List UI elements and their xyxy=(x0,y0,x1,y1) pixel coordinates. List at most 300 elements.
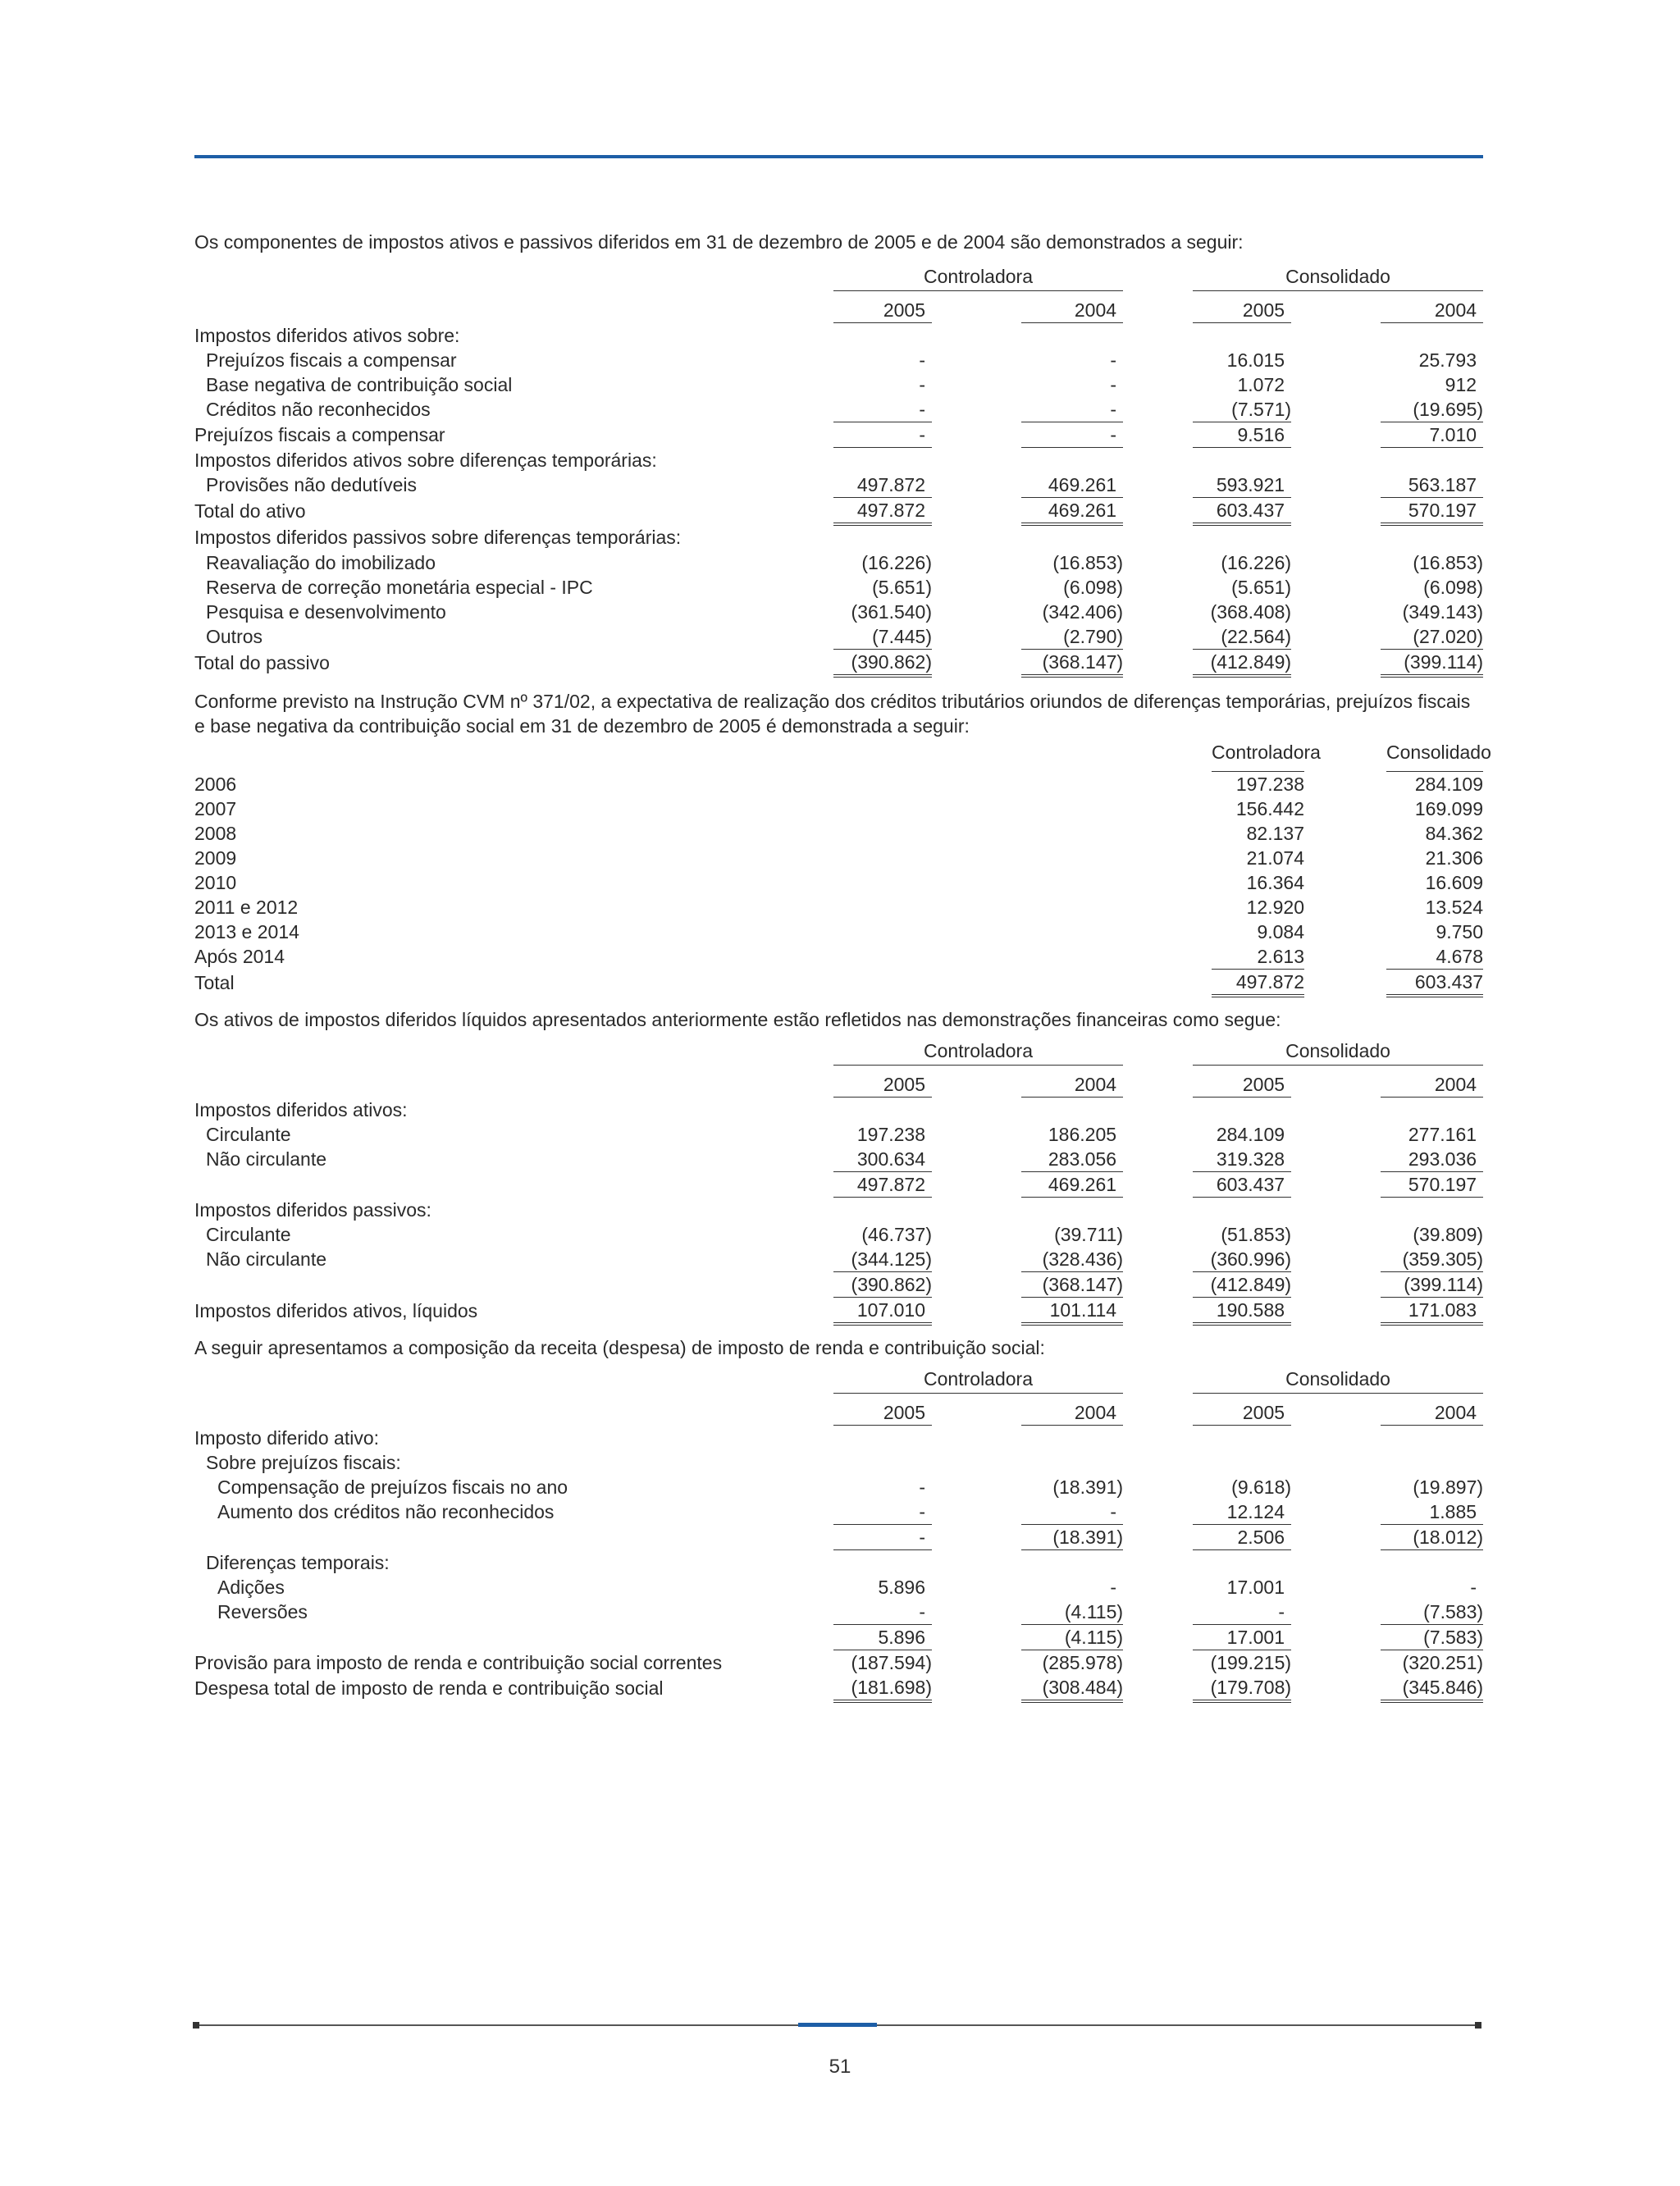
row-label: Reavaliação do imobilizado xyxy=(206,552,436,573)
column-gap xyxy=(1123,498,1193,525)
table-row xyxy=(194,846,1483,870)
value-cell xyxy=(1193,1098,1291,1123)
table-row xyxy=(194,1575,1483,1600)
value-cell: 1.885 xyxy=(1381,1499,1483,1525)
column-gap xyxy=(1304,920,1386,944)
row-label: Diferenças temporais: xyxy=(206,1551,390,1573)
value-cell: (18.391) xyxy=(1052,1476,1124,1498)
row-label: Imposto diferido ativo: xyxy=(194,1426,380,1449)
row-label: 2011 e 2012 xyxy=(194,897,299,918)
column-gap xyxy=(1123,1172,1193,1198)
column-gap xyxy=(1123,1147,1193,1172)
value-cell: (19.695) xyxy=(1381,397,1483,422)
year-header: 2004 xyxy=(1381,1394,1483,1426)
value-cell: - xyxy=(1110,374,1117,395)
column-gap xyxy=(1291,1426,1381,1451)
table-row xyxy=(194,1650,1483,1676)
value-cell: (412.849) xyxy=(1193,650,1291,677)
column-gap xyxy=(932,1600,1021,1625)
intro-paragraph-4: A seguir apresentamos a composição da receita (despesa) de imposto de renda e contribuição social: xyxy=(194,1337,1045,1358)
row-label: 2009 xyxy=(194,847,237,869)
value-cell: 293.036 xyxy=(1381,1147,1483,1172)
value-cell: 284.109 xyxy=(1216,1124,1285,1145)
intro-paragraph-2: Conforme previsto na Instrução CVM nº 371/02, a expectativa de realização dos créditos tributários oriundos de diferenças temporárias, prejuízos fiscais e base negativa da contribuição social em 31 de dezembro de 2005 é demonstrada a seguir: xyxy=(194,691,1471,737)
value-cell: (39.711) xyxy=(1054,1224,1124,1245)
table-row xyxy=(194,575,1483,600)
value-cell xyxy=(1021,1098,1123,1123)
value-cell: 171.083 xyxy=(1381,1298,1483,1325)
value-cell xyxy=(1193,524,1291,550)
value-cell: 186.205 xyxy=(1048,1124,1117,1145)
column-gap xyxy=(932,448,1021,473)
value-cell: - xyxy=(1021,1499,1123,1525)
value-cell: 277.161 xyxy=(1408,1124,1477,1145)
value-cell: (9.618) xyxy=(1231,1476,1292,1498)
footer-accent-bar xyxy=(798,2023,877,2027)
header-consolidado: Consolidado xyxy=(1386,740,1483,772)
column-gap xyxy=(932,1198,1021,1223)
column-gap xyxy=(932,498,1021,525)
column-gap xyxy=(1291,1600,1381,1625)
value-cell: 17.001 xyxy=(1226,1577,1285,1598)
value-cell: 12.124 xyxy=(1193,1499,1291,1525)
value-cell xyxy=(1381,448,1483,473)
value-cell: - xyxy=(919,349,925,371)
value-cell: (187.594) xyxy=(851,1652,932,1673)
value-cell: (16.853) xyxy=(1052,552,1124,573)
header-rule xyxy=(194,155,1483,158)
row-label: Outros xyxy=(206,626,263,648)
column-gap xyxy=(1291,472,1381,498)
value-cell: 469.261 xyxy=(1021,1172,1123,1198)
row-label: Créditos não reconhecidos xyxy=(206,399,431,421)
column-gap xyxy=(1291,600,1381,624)
column-gap xyxy=(1291,397,1381,422)
column-gap xyxy=(932,650,1021,677)
table-row xyxy=(194,472,1483,498)
year-header-row xyxy=(194,291,1483,323)
value-cell: 912 xyxy=(1445,374,1477,395)
row-label: Prejuízos fiscais a compensar xyxy=(206,349,457,371)
year-header: 2005 xyxy=(1193,1066,1291,1098)
value-cell: (2.790) xyxy=(1021,624,1123,650)
header-controladora: Controladora xyxy=(1212,740,1304,772)
value-cell: (16.226) xyxy=(861,552,932,573)
value-cell: 156.442 xyxy=(1235,798,1304,819)
row-label: Base negativa de contribuição social xyxy=(206,374,513,395)
value-cell: (360.996) xyxy=(1193,1247,1291,1272)
value-cell: (328.436) xyxy=(1021,1247,1123,1272)
value-cell: - xyxy=(919,1476,925,1498)
column-gap xyxy=(1291,650,1381,677)
column-gap xyxy=(1304,944,1386,970)
row-label: Circulante xyxy=(206,1224,291,1245)
table-row xyxy=(194,323,1483,349)
value-cell: 107.010 xyxy=(833,1298,932,1325)
value-cell: - xyxy=(1110,1577,1117,1598)
column-gap xyxy=(1291,1675,1381,1701)
value-cell: 319.328 xyxy=(1193,1147,1291,1172)
column-gap xyxy=(1123,524,1193,550)
value-cell: 2.506 xyxy=(1193,1525,1291,1550)
column-gap xyxy=(1123,1272,1193,1298)
column-gap xyxy=(1291,448,1381,473)
column-gap xyxy=(1291,1098,1381,1123)
table-row xyxy=(194,870,1483,895)
value-cell: - xyxy=(1470,1577,1477,1598)
value-cell: 497.872 xyxy=(833,472,932,498)
value-cell: 9.084 xyxy=(1257,921,1304,942)
column-gap xyxy=(932,1575,1021,1600)
value-cell: 7.010 xyxy=(1381,422,1483,448)
column-gap xyxy=(1123,372,1193,397)
value-cell: - xyxy=(1021,422,1123,448)
tax-expense-table xyxy=(194,1365,1483,1703)
column-gap xyxy=(932,1650,1021,1676)
value-cell: 2.613 xyxy=(1212,944,1304,970)
value-cell: (46.737) xyxy=(861,1224,932,1245)
row-label: Compensação de prejuízos fiscais no ano xyxy=(217,1476,568,1498)
value-cell: 190.588 xyxy=(1193,1298,1291,1325)
value-cell: 16.609 xyxy=(1425,872,1483,893)
row-label: Impostos diferidos ativos sobre: xyxy=(194,324,460,346)
column-gap xyxy=(1291,1550,1381,1576)
column-gap xyxy=(932,397,1021,422)
column-gap xyxy=(1123,1499,1193,1525)
column-gap xyxy=(1123,1625,1193,1650)
value-cell: (390.862) xyxy=(833,650,932,677)
realization-table xyxy=(194,740,1491,997)
value-cell: (39.809) xyxy=(1413,1224,1484,1245)
table-row xyxy=(194,348,1483,372)
column-gap xyxy=(1304,895,1386,920)
value-cell: (16.853) xyxy=(1413,552,1484,573)
row-label: 2006 xyxy=(194,773,237,795)
row-label: Total do passivo xyxy=(194,651,330,673)
row-label: Provisões não dedutíveis xyxy=(206,474,417,496)
table-row xyxy=(194,1198,1483,1223)
value-cell: (16.226) xyxy=(1221,552,1292,573)
value-cell: 21.074 xyxy=(1246,847,1304,869)
column-gap xyxy=(1123,1675,1193,1701)
table-row xyxy=(194,1222,1483,1247)
column-gap xyxy=(1291,1222,1381,1247)
value-cell: (349.143) xyxy=(1402,601,1484,623)
value-cell: (345.846) xyxy=(1381,1675,1483,1701)
value-cell: 16.015 xyxy=(1226,349,1285,371)
value-cell: 570.197 xyxy=(1381,498,1483,525)
column-gap xyxy=(932,1550,1021,1576)
row-label: Sobre prejuízos fiscais: xyxy=(206,1452,401,1473)
value-cell: (18.012) xyxy=(1381,1525,1483,1550)
value-cell: - xyxy=(833,1600,932,1625)
column-gap xyxy=(932,1122,1021,1147)
year-header-row xyxy=(194,1394,1483,1426)
footer-square-left xyxy=(193,2022,199,2029)
column-gap xyxy=(1291,1499,1381,1525)
value-cell: 300.634 xyxy=(833,1147,932,1172)
table-row xyxy=(194,600,1483,624)
group-header-controladora: Controladora xyxy=(833,1037,1123,1066)
value-cell xyxy=(1381,1098,1483,1123)
year-header: 2004 xyxy=(1381,1066,1483,1098)
row-label: Não circulante xyxy=(206,1248,327,1271)
column-gap xyxy=(1123,472,1193,498)
header-gap xyxy=(1123,1066,1193,1098)
value-cell: (181.698) xyxy=(833,1675,932,1701)
value-cell xyxy=(1021,1550,1123,1576)
header-gap xyxy=(1123,291,1193,323)
row-label: Total do ativo xyxy=(194,500,306,522)
value-cell xyxy=(1021,323,1123,349)
value-cell: 101.114 xyxy=(1021,1298,1123,1325)
row-label xyxy=(194,1272,833,1298)
value-cell: (368.147) xyxy=(1021,1272,1123,1298)
value-cell: (5.651) xyxy=(872,577,932,598)
group-header-consolidado: Consolidado xyxy=(1193,1037,1483,1066)
deferred-taxes-table xyxy=(194,262,1483,678)
value-cell: - xyxy=(919,374,925,395)
table-row xyxy=(194,1450,1483,1475)
column-gap xyxy=(1291,498,1381,525)
column-gap xyxy=(1291,348,1381,372)
column-gap xyxy=(1123,1575,1193,1600)
value-cell: 603.437 xyxy=(1193,498,1291,525)
column-gap xyxy=(932,1450,1021,1475)
header-spacer xyxy=(194,1037,833,1066)
column-gap xyxy=(1304,970,1386,997)
value-cell xyxy=(1193,448,1291,473)
row-label: Circulante xyxy=(206,1124,291,1145)
column-gap xyxy=(1123,1600,1193,1625)
header-gap xyxy=(1123,1037,1193,1066)
group-header-controladora: Controladora xyxy=(833,1365,1123,1394)
value-cell: (6.098) xyxy=(1423,577,1484,598)
column-gap xyxy=(932,575,1021,600)
year-header: 2004 xyxy=(1381,291,1483,323)
value-cell: 5.896 xyxy=(878,1577,925,1598)
header-gap xyxy=(1123,1394,1193,1426)
column-gap xyxy=(1123,1450,1193,1475)
value-cell: (7.445) xyxy=(833,624,932,650)
column-gap xyxy=(1123,448,1193,473)
value-cell xyxy=(1193,1198,1291,1223)
column-gap xyxy=(932,1525,1021,1550)
column-gap xyxy=(1304,821,1386,846)
value-cell: - xyxy=(833,422,932,448)
column-gap xyxy=(932,1222,1021,1247)
value-cell xyxy=(833,1550,932,1576)
column-gap xyxy=(932,1098,1021,1123)
header-gap xyxy=(932,291,1021,323)
year-header: 2005 xyxy=(833,1066,932,1098)
value-cell xyxy=(833,323,932,349)
value-cell xyxy=(1381,524,1483,550)
value-cell: 82.137 xyxy=(1246,823,1304,844)
table-row xyxy=(194,372,1483,397)
value-cell xyxy=(1381,1426,1483,1451)
column-gap xyxy=(932,422,1021,448)
table-row xyxy=(194,1098,1483,1123)
row-label: Impostos diferidos ativos, líquidos xyxy=(194,1299,478,1321)
column-gap xyxy=(932,1247,1021,1272)
value-cell: 593.921 xyxy=(1193,472,1291,498)
value-cell: (399.114) xyxy=(1381,650,1483,677)
value-cell xyxy=(1193,1450,1291,1475)
value-cell: - xyxy=(833,397,932,422)
value-cell: 603.437 xyxy=(1193,1172,1291,1198)
page-content xyxy=(194,230,1491,1703)
value-cell: (359.305) xyxy=(1381,1247,1483,1272)
column-gap xyxy=(1123,1222,1193,1247)
column-gap xyxy=(1291,550,1381,575)
column-gap xyxy=(932,348,1021,372)
footer-square-right xyxy=(1475,2022,1481,2029)
row-label: Reversões xyxy=(217,1601,308,1623)
value-cell: - xyxy=(1110,349,1117,371)
column-gap xyxy=(1291,524,1381,550)
column-gap xyxy=(1291,1147,1381,1172)
value-cell xyxy=(833,1450,932,1475)
table-row xyxy=(194,498,1483,525)
column-gap xyxy=(1291,575,1381,600)
table-row xyxy=(194,1172,1483,1198)
value-cell xyxy=(1381,1198,1483,1223)
value-cell: (6.098) xyxy=(1063,577,1124,598)
table-row xyxy=(194,1675,1483,1701)
row-label: Impostos diferidos ativos: xyxy=(194,1098,408,1120)
column-gap xyxy=(1291,1475,1381,1499)
value-cell: 13.524 xyxy=(1425,897,1483,918)
column-gap xyxy=(1123,575,1193,600)
column-gap xyxy=(932,1499,1021,1525)
group-header-consolidado: Consolidado xyxy=(1193,1365,1483,1394)
value-cell: (19.897) xyxy=(1413,1476,1484,1498)
value-cell: - xyxy=(833,1499,932,1525)
row-label: Impostos diferidos passivos sobre diferenças temporárias: xyxy=(194,527,682,548)
table-row xyxy=(194,1122,1483,1147)
row-label xyxy=(194,1172,833,1198)
value-cell: 497.872 xyxy=(1212,970,1304,997)
row-label: Não circulante xyxy=(206,1148,327,1171)
value-cell: 469.261 xyxy=(1021,472,1123,498)
value-cell xyxy=(1021,448,1123,473)
intro-paragraph-3: Os ativos de impostos diferidos líquidos apresentados anteriormente estão refletidos nas demonstrações financeiras como segue: xyxy=(194,1009,1281,1030)
table-row xyxy=(194,920,1483,944)
value-cell: (18.391) xyxy=(1021,1525,1123,1550)
header-gap xyxy=(932,1066,1021,1098)
value-cell xyxy=(1021,1198,1123,1223)
group-header-consolidado: Consolidado xyxy=(1193,262,1483,291)
value-cell: 283.056 xyxy=(1021,1147,1123,1172)
column-gap xyxy=(1123,323,1193,349)
column-gap xyxy=(1291,1525,1381,1550)
header-spacer xyxy=(194,1365,833,1394)
value-cell xyxy=(1021,1426,1123,1451)
year-header: 2005 xyxy=(1193,1394,1291,1426)
header-gap xyxy=(1291,291,1381,323)
table-row xyxy=(194,1247,1483,1272)
value-cell: 284.109 xyxy=(1414,774,1483,795)
header-spacer xyxy=(194,291,833,323)
header-row xyxy=(194,740,1483,772)
column-gap xyxy=(1123,650,1193,677)
value-cell: (4.115) xyxy=(1021,1600,1123,1625)
header-gap xyxy=(1123,1365,1193,1394)
table-row xyxy=(194,624,1483,650)
header-gap xyxy=(1123,262,1193,291)
page-number: 51 xyxy=(829,2056,851,2078)
column-gap xyxy=(1291,1298,1381,1325)
column-gap xyxy=(1123,348,1193,372)
column-gap xyxy=(1123,1650,1193,1676)
column-gap xyxy=(1291,1272,1381,1298)
value-cell: 4.678 xyxy=(1386,944,1483,970)
column-gap xyxy=(1123,1122,1193,1147)
intro-paragraph-1: Os componentes de impostos ativos e passivos diferidos em 31 de dezembro de 2005 e de 2004 são demonstrados a seguir: xyxy=(194,231,1244,253)
table-row xyxy=(194,1426,1483,1451)
value-cell: 16.364 xyxy=(1246,872,1304,893)
table-row xyxy=(194,1525,1483,1550)
column-gap xyxy=(1123,1247,1193,1272)
value-cell: 1.072 xyxy=(1237,374,1285,395)
value-cell: 469.261 xyxy=(1021,498,1123,525)
row-label: 2007 xyxy=(194,798,237,819)
value-cell: (7.583) xyxy=(1381,1600,1483,1625)
value-cell: 603.437 xyxy=(1386,970,1483,997)
year-header-row xyxy=(194,1066,1483,1098)
row-label: Provisão para imposto de renda e contribuição social correntes xyxy=(194,1651,723,1673)
table-row xyxy=(194,895,1483,920)
value-cell: (342.406) xyxy=(1042,601,1124,623)
column-gap xyxy=(932,372,1021,397)
column-gap xyxy=(932,624,1021,650)
year-header: 2004 xyxy=(1021,1066,1123,1098)
header-spacer xyxy=(194,262,833,291)
table-row xyxy=(194,796,1483,821)
net-deferred-assets-table xyxy=(194,1037,1483,1326)
year-header: 2004 xyxy=(1021,1394,1123,1426)
year-header: 2005 xyxy=(833,291,932,323)
column-gap xyxy=(1291,372,1381,397)
year-header: 2005 xyxy=(1193,291,1291,323)
column-gap xyxy=(1291,1172,1381,1198)
group-header-controladora: Controladora xyxy=(833,262,1123,291)
table-row xyxy=(194,1499,1483,1525)
value-cell: (390.862) xyxy=(833,1272,932,1298)
value-cell: (51.853) xyxy=(1221,1224,1292,1245)
column-gap xyxy=(1304,796,1386,821)
column-gap xyxy=(932,1172,1021,1198)
table-row xyxy=(194,397,1483,422)
value-cell: (4.115) xyxy=(1021,1625,1123,1650)
value-cell xyxy=(1021,1450,1123,1475)
value-cell: (320.251) xyxy=(1402,1652,1484,1673)
value-cell: (5.651) xyxy=(1231,577,1292,598)
header-spacer xyxy=(194,1066,833,1098)
column-gap xyxy=(1123,1198,1193,1223)
row-label: Aumento dos créditos não reconhecidos xyxy=(217,1501,555,1523)
header-gap xyxy=(932,1394,1021,1426)
column-gap xyxy=(1304,772,1386,797)
header-spacer xyxy=(194,1394,833,1426)
row-label: Após 2014 xyxy=(194,946,285,968)
row-label: Prejuízos fiscais a compensar xyxy=(194,424,445,445)
table-row xyxy=(194,772,1483,797)
row-label: Total xyxy=(194,971,235,993)
value-cell: 9.516 xyxy=(1193,422,1291,448)
value-cell: 25.793 xyxy=(1418,349,1477,371)
